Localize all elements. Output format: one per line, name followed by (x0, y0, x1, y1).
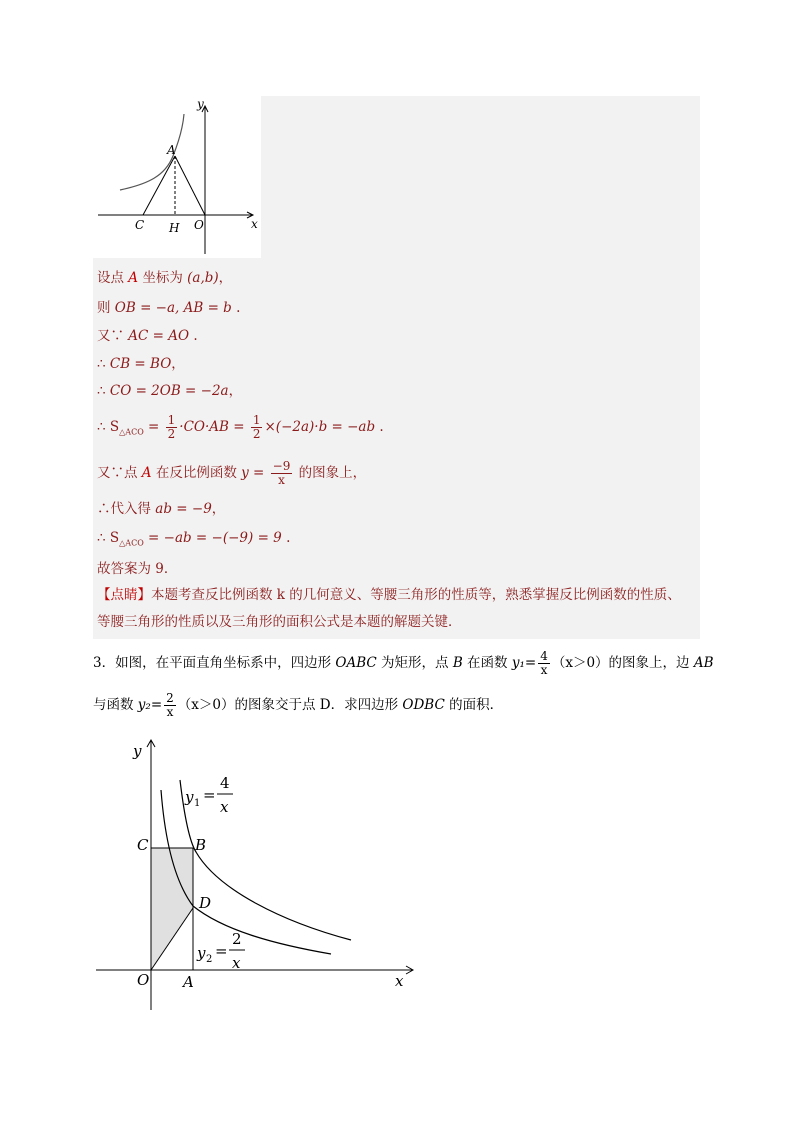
var: A (141, 465, 152, 481)
text: ∴ (97, 356, 110, 372)
subscript: △ACO (119, 427, 144, 437)
solution-line-6 (97, 414, 384, 443)
shaded-region-odbc (151, 848, 193, 970)
text: （x＞0）的图象交于点 D．求四边形 (177, 697, 403, 713)
label-a: A (183, 973, 194, 991)
text: ∴代入得 (97, 501, 156, 517)
segment-ca (143, 156, 175, 215)
comment-tag: 【点睛】 (97, 587, 151, 603)
comment-line-2 (97, 612, 462, 632)
solution-line-8 (97, 499, 225, 519)
text: 3．如图，在平面直角坐标系中，四边形 (93, 655, 336, 671)
expr: y₁= (511, 655, 537, 671)
label-a: A (167, 143, 176, 157)
solution-line-3 (97, 326, 198, 346)
label-y2-num: 2 (232, 930, 242, 948)
expr: AC = AO (128, 328, 190, 344)
curve-y1 (180, 780, 351, 940)
expr: OABC (335, 655, 377, 671)
fraction (166, 414, 178, 441)
label-y2-den: x (232, 954, 241, 972)
expr: y = (241, 465, 269, 481)
denominator: x (540, 663, 548, 677)
fraction (538, 650, 550, 677)
expr: OB = −a, AB = b (114, 300, 232, 316)
expr: ·CO·AB = (179, 419, 249, 435)
figure-1 (93, 96, 261, 258)
text: 则 (97, 300, 115, 316)
denominator: 2 (252, 427, 261, 441)
expr: ×(−2a)·b = −ab (264, 419, 376, 435)
expr: (a,b) (187, 270, 219, 286)
solution-line-5 (97, 381, 242, 401)
label-h: H (169, 221, 180, 235)
label-x: x (395, 972, 404, 990)
numerator: 2 (166, 691, 174, 705)
label-y2: y (197, 944, 206, 962)
denominator: x (166, 705, 174, 719)
label-y1: y (185, 788, 194, 806)
expr: = −ab = −(−9) = 9 (143, 530, 282, 546)
text: ， (228, 383, 243, 399)
text: 在反比例函数 (151, 465, 242, 481)
numerator: 1 (167, 413, 176, 427)
label-d: D (199, 894, 212, 912)
label-c: C (137, 836, 149, 854)
solution-line-4 (97, 354, 185, 374)
text: ， (218, 270, 233, 286)
comment-text: 等腰三角形的性质以及三角形的面积公式是本题的解题关键． (97, 614, 462, 630)
var: A (128, 270, 139, 286)
fraction (271, 460, 293, 487)
text: . (231, 300, 241, 316)
figure-1-graph (93, 96, 261, 258)
text: ， (171, 356, 185, 372)
text: . (375, 419, 384, 435)
text: 又∵点 (97, 465, 142, 481)
text: （x＞0）的图象上，边 (551, 655, 694, 671)
expr: CB = BO (109, 356, 172, 372)
text: . (281, 530, 291, 546)
segment-ao (175, 156, 205, 215)
label-y2-eq: = (215, 942, 228, 960)
text: 的图象上， (294, 465, 367, 481)
text: ∴ S (97, 530, 120, 546)
label-c: C (135, 218, 145, 232)
label-x: x (251, 217, 258, 231)
label-o: O (194, 218, 204, 232)
label-y1-den: x (220, 798, 229, 816)
text: 的面积． (444, 697, 504, 713)
label-b: B (195, 836, 207, 854)
text: ∴ (97, 383, 110, 399)
answer-text: 故答案为 9． (97, 561, 178, 577)
text: 设点 (97, 270, 129, 286)
label-y: y (133, 742, 142, 760)
expr: ODBC (402, 697, 445, 713)
label-y1-eq: = (203, 786, 216, 804)
numerator: 1 (252, 413, 261, 427)
solution-line-2 (97, 298, 240, 318)
expr: y₂= (137, 697, 163, 713)
text: 又∵ (97, 328, 129, 344)
label-y: y (197, 97, 204, 111)
solution-line-10 (97, 559, 177, 579)
comment-text: 本题考查反比例函数 k 的几何意义、等腰三角形的性质等，熟悉掌握反比例函数的性质、 (151, 587, 681, 603)
subscript: △ACO (119, 538, 144, 548)
numerator: −9 (272, 459, 291, 473)
text: . (189, 328, 198, 344)
text: 坐标为 (138, 270, 183, 286)
expr: CO = 2OB = −2a (109, 383, 229, 399)
numerator: 4 (540, 649, 548, 663)
label-y1-sub: 1 (194, 798, 201, 809)
solution-line-7 (97, 460, 366, 487)
solution-line-9 (97, 528, 290, 554)
fraction (164, 692, 176, 719)
denominator: x (278, 473, 285, 487)
expr: AB (693, 655, 714, 671)
label-o: O (137, 971, 150, 989)
text: 在函数 (462, 655, 512, 671)
question-3-line-1 (93, 650, 714, 677)
text: = (143, 419, 164, 435)
solution-line-1 (97, 268, 232, 288)
fraction (251, 414, 263, 441)
comment-line-1 (97, 585, 681, 605)
expr: ab = −9 (155, 501, 212, 517)
expr: B (452, 655, 463, 671)
denominator: 2 (167, 427, 176, 441)
figure-2-graph (93, 732, 423, 1017)
text: 与函数 (93, 697, 138, 713)
label-y2-sub: 2 (206, 954, 213, 965)
label-y1-num: 4 (220, 774, 230, 792)
figure-2 (93, 732, 423, 1017)
text: 为矩形，点 (376, 655, 453, 671)
text: ， (211, 501, 226, 517)
question-3-line-2 (93, 692, 503, 719)
text: ∴ S (97, 419, 120, 435)
